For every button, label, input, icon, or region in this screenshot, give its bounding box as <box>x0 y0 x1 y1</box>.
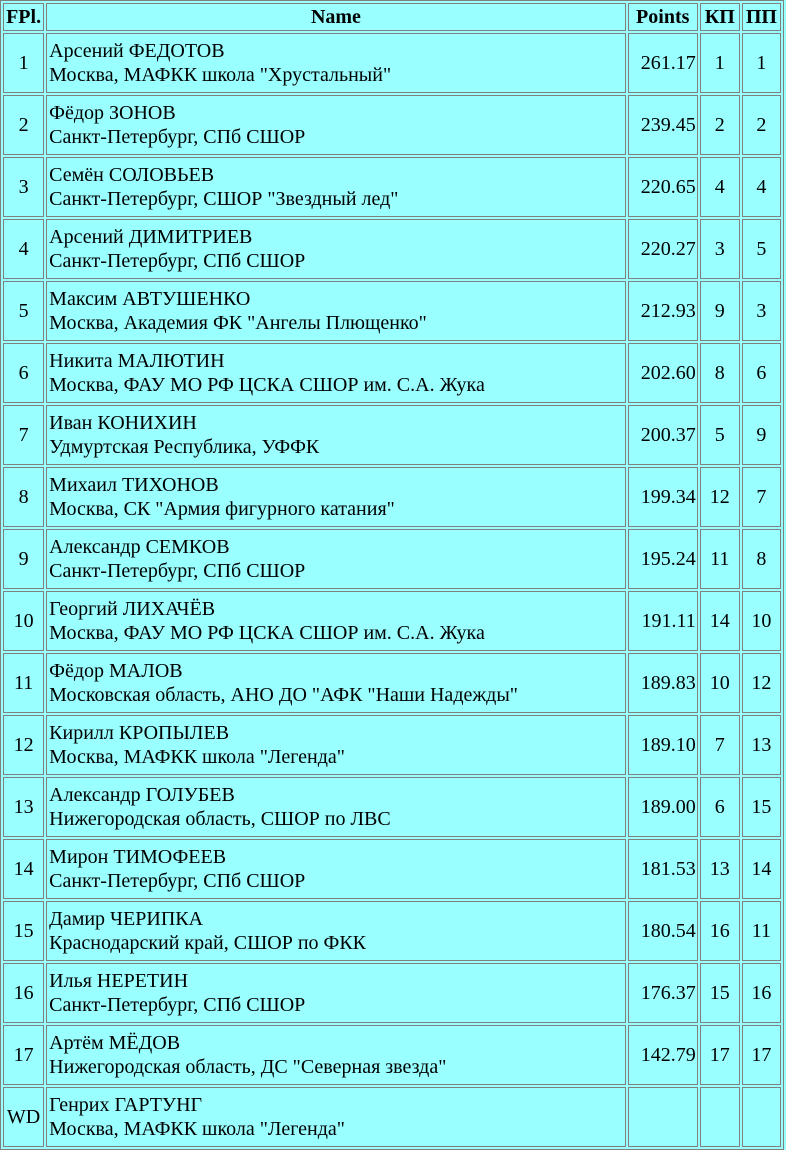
skater-cell <box>46 281 626 341</box>
points-cell: 220.65 <box>628 157 698 217</box>
skater-cell <box>46 591 626 651</box>
skater-cell <box>46 529 626 589</box>
skater-club: Санкт-Петербург, СШОР "Звездный лед" <box>49 188 399 210</box>
table-row <box>3 1087 781 1147</box>
table-row <box>3 95 781 155</box>
skater-name: Кирилл КРОПЫЛЕВ <box>49 722 230 744</box>
skater-cell <box>46 839 626 899</box>
skater-name: Иван КОНИХИН <box>49 412 197 434</box>
skater-name: Александр ГОЛУБЕВ <box>49 784 235 806</box>
skater-club: Нижегородская область, СШОР по ЛВС <box>49 808 391 830</box>
pp-cell: 7 <box>742 467 781 527</box>
skater-club: Краснодарский край, СШОР по ФКК <box>49 932 367 954</box>
points-cell: 195.24 <box>628 529 698 589</box>
kp-cell: 14 <box>700 591 740 651</box>
table-row <box>3 467 781 527</box>
points-cell: 199.34 <box>628 467 698 527</box>
kp-cell: 7 <box>700 715 740 775</box>
table-row <box>3 963 781 1023</box>
place-cell: 16 <box>3 963 44 1023</box>
skater-club: Москва, Академия ФК "Ангелы Плющенко" <box>49 312 427 334</box>
place-cell: 5 <box>3 281 44 341</box>
skater-club: Санкт-Петербург, СПб СШОР <box>49 250 306 272</box>
kp-cell: 3 <box>700 219 740 279</box>
skater-club: Москва, МАФКК школа "Легенда" <box>49 1118 345 1140</box>
skater-name: Михаил ТИХОНОВ <box>49 474 219 496</box>
points-cell: 191.11 <box>628 591 698 651</box>
place-cell: 12 <box>3 715 44 775</box>
skater-name: Фёдор ЗОНОВ <box>49 102 176 124</box>
skater-name: Никита МАЛЮТИН <box>49 350 225 372</box>
kp-cell: 16 <box>700 901 740 961</box>
kp-cell: 1 <box>700 33 740 93</box>
points-cell: 142.79 <box>628 1025 698 1085</box>
pp-cell: 11 <box>742 901 781 961</box>
skater-name: Арсений ФЕДОТОВ <box>49 40 225 62</box>
place-cell: 4 <box>3 219 44 279</box>
table-row <box>3 157 781 217</box>
points-cell: 181.53 <box>628 839 698 899</box>
skater-club: Санкт-Петербург, СПб СШОР <box>49 126 306 148</box>
pp-cell: 5 <box>742 219 781 279</box>
table-row <box>3 343 781 403</box>
skater-cell <box>46 1025 626 1085</box>
kp-cell: 11 <box>700 529 740 589</box>
skater-cell <box>46 95 626 155</box>
skater-club: Москва, ФАУ МО РФ ЦСКА СШОР им. С.А. Жука <box>49 374 485 396</box>
place-cell: 11 <box>3 653 44 713</box>
table-row <box>3 901 781 961</box>
pp-cell: 17 <box>742 1025 781 1085</box>
header-name: Name <box>46 3 626 31</box>
points-cell: 212.93 <box>628 281 698 341</box>
skater-name: Генрих ГАРТУНГ <box>49 1094 203 1116</box>
kp-cell: 17 <box>700 1025 740 1085</box>
points-cell: 202.60 <box>628 343 698 403</box>
skater-name: Александр СЕМКОВ <box>49 536 230 558</box>
pp-cell: 6 <box>742 343 781 403</box>
pp-cell: 12 <box>742 653 781 713</box>
points-cell: 189.83 <box>628 653 698 713</box>
pp-cell: 14 <box>742 839 781 899</box>
place-cell: 10 <box>3 591 44 651</box>
place-cell: 7 <box>3 405 44 465</box>
skater-club: Москва, МАФКК школа "Хрустальный" <box>49 64 392 86</box>
header-fpl: FPl. <box>3 3 44 31</box>
points-cell: 239.45 <box>628 95 698 155</box>
skater-cell <box>46 777 626 837</box>
table-row <box>3 529 781 589</box>
place-cell: 2 <box>3 95 44 155</box>
skater-cell <box>46 653 626 713</box>
points-cell: 180.54 <box>628 901 698 961</box>
skater-name: Артём МЁДОВ <box>49 1032 181 1054</box>
pp-cell: 8 <box>742 529 781 589</box>
skater-cell <box>46 715 626 775</box>
skater-cell <box>46 157 626 217</box>
kp-cell: 8 <box>700 343 740 403</box>
pp-cell: 13 <box>742 715 781 775</box>
skater-club: Санкт-Петербург, СПб СШОР <box>49 870 306 892</box>
skater-name: Максим АВТУШЕНКО <box>49 288 251 310</box>
pp-cell <box>742 1087 781 1147</box>
skater-name: Георгий ЛИХАЧЁВ <box>49 598 216 620</box>
skater-cell <box>46 219 626 279</box>
pp-cell: 10 <box>742 591 781 651</box>
table-row <box>3 1025 781 1085</box>
skater-cell <box>46 405 626 465</box>
skater-name: Семён СОЛОВЬЕВ <box>49 164 215 186</box>
skater-cell <box>46 467 626 527</box>
place-cell: 3 <box>3 157 44 217</box>
pp-cell: 2 <box>742 95 781 155</box>
kp-cell: 9 <box>700 281 740 341</box>
points-cell: 176.37 <box>628 963 698 1023</box>
skater-name: Илья НЕРЕТИН <box>49 970 189 992</box>
kp-cell: 12 <box>700 467 740 527</box>
kp-cell <box>700 1087 740 1147</box>
header-points: Points <box>628 3 698 31</box>
skater-cell <box>46 33 626 93</box>
skater-cell <box>46 901 626 961</box>
table-row <box>3 33 781 93</box>
pp-cell: 4 <box>742 157 781 217</box>
place-cell: 6 <box>3 343 44 403</box>
points-cell: 261.17 <box>628 33 698 93</box>
place-cell: 17 <box>3 1025 44 1085</box>
skater-club: Москва, СК "Армия фигурного катания" <box>49 498 395 520</box>
skater-name: Дамир ЧЕРИПКА <box>49 908 204 930</box>
place-cell: 8 <box>3 467 44 527</box>
table-row <box>3 591 781 651</box>
pp-cell: 16 <box>742 963 781 1023</box>
points-cell: 189.10 <box>628 715 698 775</box>
table-row <box>3 715 781 775</box>
skater-club: Московская область, АНО ДО "АФК "Наши Надежды" <box>49 684 518 706</box>
pp-cell: 15 <box>742 777 781 837</box>
table-row <box>3 839 781 899</box>
skater-club: Санкт-Петербург, СПб СШОР <box>49 994 306 1016</box>
pp-cell: 3 <box>742 281 781 341</box>
header-row <box>3 3 781 31</box>
points-cell: 200.37 <box>628 405 698 465</box>
points-cell <box>628 1087 698 1147</box>
skater-name: Фёдор МАЛОВ <box>49 660 183 682</box>
table-row <box>3 281 781 341</box>
skater-cell <box>46 963 626 1023</box>
pp-cell: 1 <box>742 33 781 93</box>
table-row <box>3 219 781 279</box>
skater-name: Мирон ТИМОФЕЕВ <box>49 846 227 868</box>
skater-name: Арсений ДИМИТРИЕВ <box>49 226 253 248</box>
table-row <box>3 777 781 837</box>
kp-cell: 4 <box>700 157 740 217</box>
place-cell: WD <box>3 1087 44 1147</box>
kp-cell: 13 <box>700 839 740 899</box>
skater-cell <box>46 1087 626 1147</box>
kp-cell: 2 <box>700 95 740 155</box>
points-cell: 189.00 <box>628 777 698 837</box>
points-cell: 220.27 <box>628 219 698 279</box>
place-cell: 1 <box>3 33 44 93</box>
place-cell: 15 <box>3 901 44 961</box>
kp-cell: 15 <box>700 963 740 1023</box>
header-kp: КП <box>700 3 740 31</box>
skater-cell <box>46 343 626 403</box>
place-cell: 14 <box>3 839 44 899</box>
table-row <box>3 405 781 465</box>
kp-cell: 5 <box>700 405 740 465</box>
table-row <box>3 653 781 713</box>
skater-club: Санкт-Петербург, СПб СШОР <box>49 560 306 582</box>
kp-cell: 10 <box>700 653 740 713</box>
kp-cell: 6 <box>700 777 740 837</box>
skater-club: Нижегородская область, ДС "Северная звезда" <box>49 1056 447 1078</box>
pp-cell: 9 <box>742 405 781 465</box>
skater-club: Удмуртская Республика, УФФК <box>49 436 320 458</box>
header-pp: ПП <box>742 3 781 31</box>
place-cell: 9 <box>3 529 44 589</box>
skater-club: Москва, МАФКК школа "Легенда" <box>49 746 345 768</box>
place-cell: 13 <box>3 777 44 837</box>
skater-club: Москва, ФАУ МО РФ ЦСКА СШОР им. С.А. Жука <box>49 622 485 644</box>
